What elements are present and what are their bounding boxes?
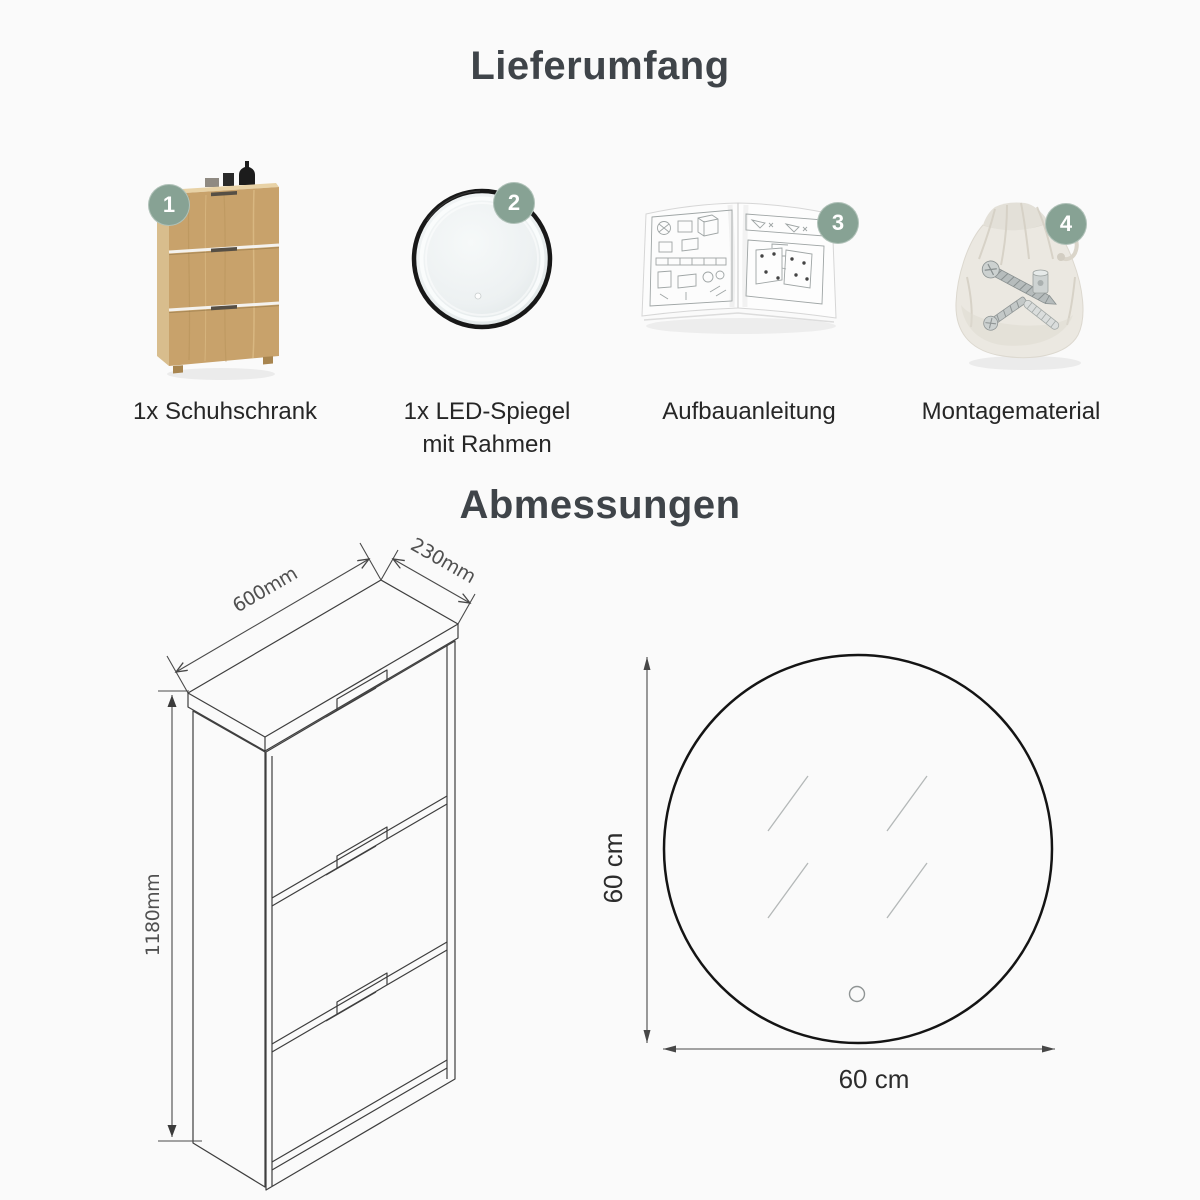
- item-label-line: 1x Schuhschrank: [132, 398, 318, 425]
- decor-box: [205, 178, 219, 187]
- delivery-items-row: [94, 155, 1142, 461]
- item-label: [356, 395, 618, 461]
- mirror-width-label: 60 cm: [838, 1064, 910, 1094]
- mirror-height-label: 60 cm: [598, 832, 628, 904]
- item-number-badge: 3: [817, 202, 859, 244]
- mounting-hardware-image-wrap: [880, 155, 1142, 391]
- delivery-section: [0, 0, 1200, 461]
- mirror-touch-sensor-outline: [850, 987, 865, 1002]
- shoe-cabinet-image-wrap: [94, 155, 356, 391]
- delivery-item-shoe-cabinet: [94, 155, 356, 461]
- cabinet-width-dimension: [167, 543, 381, 693]
- barrel-nut: [1033, 270, 1048, 293]
- dimension-drawings: [0, 534, 1200, 1196]
- decor-cup: [223, 173, 234, 186]
- mirror-touch-sensor: [475, 293, 481, 299]
- item-label-line: mit Rahmen: [422, 431, 552, 458]
- delivery-section-title: Lieferumfang: [470, 44, 730, 88]
- cabinet-depth-label: 230mm: [406, 534, 480, 588]
- item-label: [880, 395, 1142, 428]
- decor-bottle: [239, 161, 255, 185]
- mirror-reflection-lines: [768, 776, 927, 918]
- cabinet-dimension-drawing: [142, 534, 479, 1190]
- mirror-height-dimension: [598, 657, 647, 1043]
- assembly-manual-image-wrap: [618, 155, 880, 391]
- dimension-drawings-canvas: [0, 534, 1200, 1196]
- delivery-item-assembly-manual: [618, 155, 880, 461]
- mirror-width-dimension: [663, 1049, 1055, 1094]
- item-label: [94, 395, 356, 428]
- delivery-item-mounting-hardware: [880, 155, 1142, 461]
- mirror-dimension-drawing: [598, 655, 1055, 1094]
- led-mirror-photo: [397, 177, 567, 347]
- cabinet-depth-dimension: [381, 534, 479, 624]
- item-label-line: Montagematerial: [921, 398, 1101, 425]
- item-number-badge: 2: [493, 182, 535, 224]
- item-label: [618, 395, 880, 428]
- cabinet-height-label: 1180mm: [142, 873, 164, 957]
- dimensions-section-title: Abmessungen: [459, 483, 741, 527]
- delivery-item-led-mirror: [356, 155, 618, 461]
- item-label-line: 1x LED-Spiegel: [403, 398, 571, 425]
- cabinet-width-label: 600mm: [228, 562, 302, 618]
- item-label-line: Aufbauanleitung: [662, 398, 836, 425]
- item-number-badge: 4: [1045, 203, 1087, 245]
- led-mirror-image-wrap: [356, 155, 618, 391]
- dimensions-section: [0, 483, 1200, 1196]
- mirror-outline: [664, 655, 1052, 1043]
- item-number-badge: 1: [148, 184, 190, 226]
